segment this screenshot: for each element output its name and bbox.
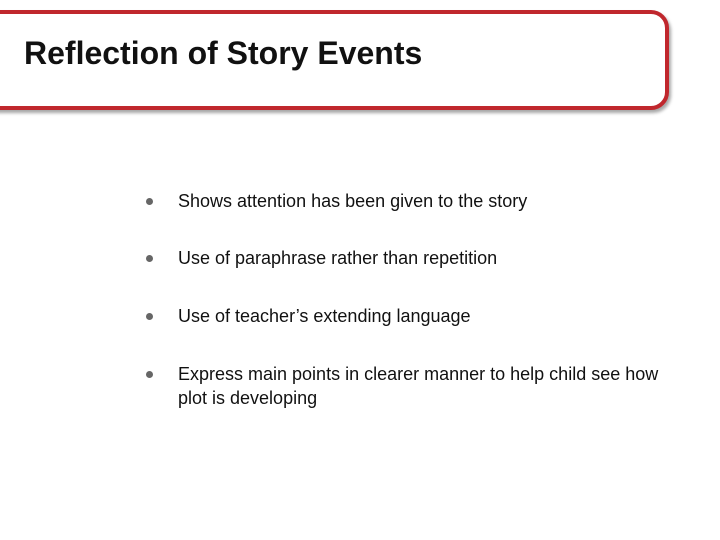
bullet-text: Use of teacher’s extending language [178,306,471,326]
slide-title: Reflection of Story Events [24,35,423,71]
bullet-dot-icon [146,371,153,378]
bullet-dot-icon [146,255,153,262]
bullet-text: Use of paraphrase rather than repetition [178,248,498,268]
bullet-item [146,189,666,213]
bullet-dot-icon [146,313,153,320]
bullet-text: Shows attention has been given to the story [178,191,528,211]
bullet-item [146,304,666,328]
bullet-item [146,362,666,410]
bullet-item [146,246,666,270]
bullet-dot-icon [146,198,153,205]
bullet-text: Express main points in clearer manner to help child see how plot is developing [178,364,659,408]
